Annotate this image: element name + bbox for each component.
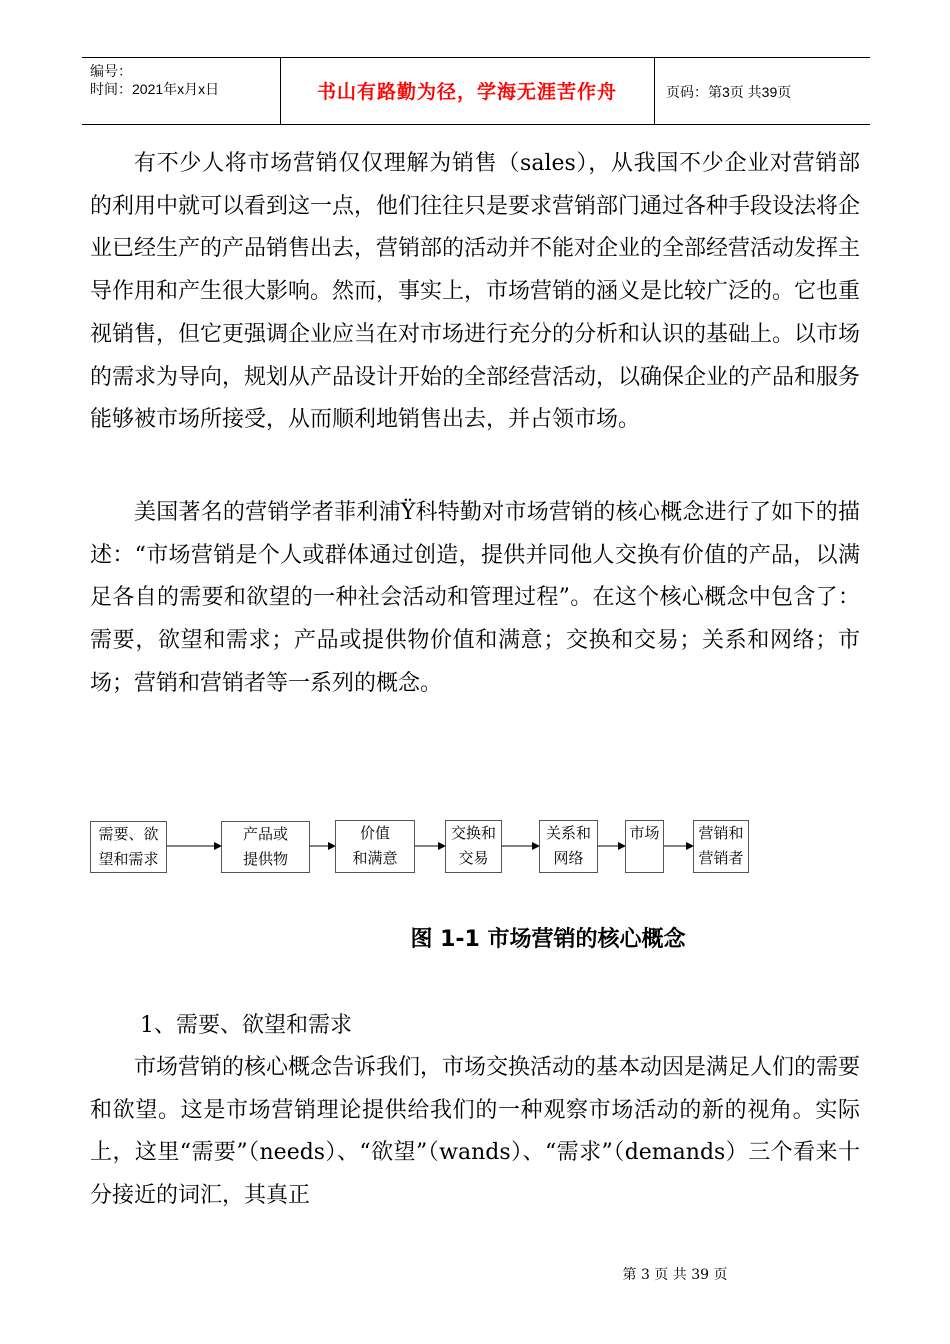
header-number-label: 编号： [90,63,132,79]
page-footer [0,1264,950,1284]
box-line: 市场 [629,824,660,842]
box-line: 网络 [553,849,584,867]
concept-box-relationships [539,820,598,873]
body-paragraph-1: 有不少人将市场营销仅仅理解为销售（sales），从我国不少企业对营销部的利用中就可以看到这一点，他们往往只是要求营销部门通过各种手段设法将企业已经生产的产品销售出去，营销部的活动并不能对企业的全部经营活动发挥主导作用和产生很大影响。然而，事实上，市场营销的涵义是比较广泛的。它也重视销售，但它更强调企业应当在对市场进行充分的分析和认识的基础上。以市场的需求为导向，规划从产品设计开始的全部经营活动，以确保企业的产品和服务能够被市场所接受，从而顺利地销售出去，并占领市场。 [90,151,861,433]
concept-box-products [221,821,310,873]
box-line: 和满意 [352,849,398,867]
concept-box-market [625,820,664,873]
header-meta [90,62,219,98]
box-line: 营销和 [698,824,744,842]
box-line: 提供物 [242,850,288,868]
header-motto: 书山有路勤为径，学海无涯苦作舟 [316,81,617,103]
concept-box-exchange [445,820,502,873]
concept-box-needs [90,821,167,873]
figure-caption [0,922,950,953]
body-paragraph-2: 美国著名的营销学者菲利浦Ÿ科特勤对市场营销的核心概念进行了如下的描述：“市场营销是个人或群体通过创造，提供并同他人交换有价值的产品，以满足各自的需要和欲望的一种社会活动和管理过程”。在这个核心概念中包含了：需要，欲望和需求；产品或提供物价值和满意；交换和交易；关系和网络；市场；营销和营销者等一系列的概念。 [90,500,860,696]
box-line: 价值 [359,824,390,842]
section-heading: 1、需要、欲望和需求 [140,1013,352,1038]
body-paragraph-3: 市场营销的核心概念告诉我们，市场交换活动的基本动因是满足人们的需要和欲望。这是市场营销理论提供给我们的一种观察市场活动的新的视角。实际上，这里“需要”（needs）、“欲望”（wands）、“需求”（demands）三个看来十分接近的词汇，其真正 [90,1055,861,1209]
box-line: 关系和 [545,824,591,842]
box-line: 交换和 [450,824,496,842]
header-page-info: 页码：第3页 共39页 [666,84,792,100]
box-line: 交易 [458,849,489,867]
box-line: 产品或 [242,825,288,843]
box-line: 望和需求 [98,850,159,868]
page-header [82,57,870,125]
figure-caption-text: 图 1-1 市场营销的核心概念 [410,927,686,952]
header-divider-right [654,58,655,124]
box-line: 营销者 [698,849,744,867]
footer-page-number: 第 3 页 共 39 页 [622,1267,728,1283]
header-date-label: 时间：2021年x月x日 [90,81,220,97]
concept-box-value [335,820,415,873]
box-line: 需要、欲 [98,825,159,843]
concept-box-marketers [693,820,749,873]
